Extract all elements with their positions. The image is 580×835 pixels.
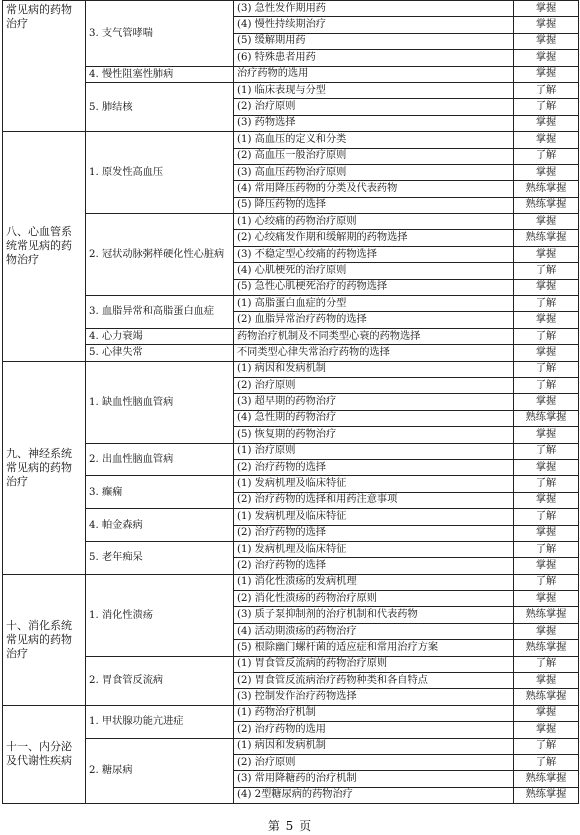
table-row: [3, 574, 579, 590]
unit-name: 5. 肺结核: [86, 82, 234, 131]
unit-name: 5. 心律失常: [86, 345, 234, 361]
requirement-level: 掌握: [514, 673, 579, 689]
unit-name: 1. 消化性溃疡: [86, 574, 234, 656]
topic-text: 治疗药物的选用: [234, 66, 514, 82]
requirement-level: 了解: [514, 443, 579, 459]
requirement-level: 了解: [514, 263, 579, 279]
requirement-level: 掌握: [514, 17, 579, 33]
topic-text: (1) 心绞痛的药物治疗原则: [234, 214, 514, 230]
requirement-level: 掌握: [514, 394, 579, 410]
topic-text: (4) 常用降压药物的分类及代表药物: [234, 181, 514, 197]
requirement-level: 了解: [514, 361, 579, 377]
topic-text: (2) 心绞痛发作期和缓解期的药物选择: [234, 230, 514, 246]
table-row: [3, 509, 579, 525]
table-row: [3, 705, 579, 721]
topic-text: (4) 2型糖尿病的药物治疗: [234, 787, 514, 803]
requirement-level: 熟练掌握: [514, 230, 579, 246]
topic-text: (2) 消化性溃疡的药物治疗原则: [234, 591, 514, 607]
requirement-level: 掌握: [514, 164, 579, 180]
table-row: [3, 132, 579, 148]
unit-name: 1. 原发性高血压: [86, 132, 234, 214]
requirement-level: 掌握: [514, 312, 579, 328]
topic-text: (2) 高血压一般治疗原则: [234, 148, 514, 164]
requirement-level: 了解: [514, 574, 579, 590]
topic-text: (2) 血脂异常治疗药物的选择: [234, 312, 514, 328]
requirement-level: 掌握: [514, 66, 579, 82]
table-row: [3, 214, 579, 230]
unit-name: 2. 胃食管反流病: [86, 656, 234, 705]
unit-name: 2. 出血性脑血管病: [86, 443, 234, 476]
topic-text: (4) 心肌梗死的治疗原则: [234, 263, 514, 279]
topic-text: (1) 治疗原则: [234, 443, 514, 459]
topic-text: (2) 治疗药物的选择和用药注意事项: [234, 492, 514, 508]
topic-text: (1) 胃食管反流病的药物治疗原则: [234, 656, 514, 672]
requirement-level: 掌握: [514, 705, 579, 721]
requirement-level: 了解: [514, 656, 579, 672]
requirement-level: 了解: [514, 296, 579, 312]
requirement-level: 掌握: [514, 33, 579, 49]
topic-text: (2) 治疗药物的选择: [234, 459, 514, 475]
topic-text: (2) 治疗药物的选择: [234, 558, 514, 574]
topic-text: (3) 超早期的药物治疗: [234, 394, 514, 410]
unit-name: 4. 慢性阻塞性肺病: [86, 66, 234, 82]
topic-text: (5) 缓解期用药: [234, 33, 514, 49]
topic-text: (3) 药物选择: [234, 115, 514, 131]
unit-name: 3. 支气管哮喘: [86, 1, 234, 67]
requirement-level: 掌握: [514, 525, 579, 541]
topic-text: 药物治疗机制及不同类型心衰的药物选择: [234, 328, 514, 344]
table-row: [3, 328, 579, 344]
section-title: 十、消化系统常见病的药物治疗: [3, 574, 86, 705]
table-row: [3, 82, 579, 98]
topic-text: (5) 根除幽门螺杆菌的适应症和常用治疗方案: [234, 640, 514, 656]
unit-name: 5. 老年痴呆: [86, 541, 234, 574]
table-row: [3, 66, 579, 82]
table-row: [3, 296, 579, 312]
requirement-level: 了解: [514, 541, 579, 557]
syllabus-table-body: [3, 1, 579, 804]
topic-text: (2) 胃食管反流病治疗药物种类和各自特点: [234, 673, 514, 689]
topic-text: (3) 控制发作治疗药物选择: [234, 689, 514, 705]
table-row: [3, 345, 579, 361]
topic-text: (6) 特殊患者用药: [234, 50, 514, 66]
topic-text: (1) 临床表现与分型: [234, 82, 514, 98]
table-row: [3, 541, 579, 557]
table-row: [3, 738, 579, 754]
topic-text: (3) 常用降糖药的治疗机制: [234, 771, 514, 787]
topic-text: (4) 急性期的药物治疗: [234, 410, 514, 426]
requirement-level: 熟练掌握: [514, 640, 579, 656]
requirement-level: 熟练掌握: [514, 410, 579, 426]
unit-name: 4. 帕金森病: [86, 509, 234, 542]
requirement-level: 了解: [514, 754, 579, 770]
requirement-level: 熟练掌握: [514, 689, 579, 705]
section-title: 八、心血管系统常见病的药物治疗: [3, 132, 86, 361]
topic-text: (1) 病因和发病机制: [234, 738, 514, 754]
table-row: [3, 361, 579, 377]
topic-text: (1) 高脂蛋白血症的分型: [234, 296, 514, 312]
topic-text: 不同类型心律失常治疗药物的选择: [234, 345, 514, 361]
section-title: 九、神经系统常见病的药物治疗: [3, 361, 86, 574]
unit-name: 4. 心力衰竭: [86, 328, 234, 344]
topic-text: (4) 慢性持续期治疗: [234, 17, 514, 33]
topic-text: (4) 活动期溃疡的药物治疗: [234, 623, 514, 639]
requirement-level: 熟练掌握: [514, 181, 579, 197]
topic-text: (3) 急性发作期用药: [234, 1, 514, 17]
topic-text: (1) 消化性溃疡的发病机理: [234, 574, 514, 590]
topic-text: (2) 治疗药物的选择: [234, 525, 514, 541]
requirement-level: 了解: [514, 738, 579, 754]
requirement-level: 熟练掌握: [514, 607, 579, 623]
requirement-level: 掌握: [514, 246, 579, 262]
requirement-level: 掌握: [514, 345, 579, 361]
unit-name: 1. 甲状腺功能亢进症: [86, 705, 234, 738]
topic-text: (2) 治疗原则: [234, 99, 514, 115]
topic-text: (1) 发病机理及临床特征: [234, 509, 514, 525]
topic-text: (3) 质子泵抑制剂的治疗机制和代表药物: [234, 607, 514, 623]
requirement-level: 掌握: [514, 132, 579, 148]
requirement-level: 掌握: [514, 1, 579, 17]
requirement-level: 掌握: [514, 492, 579, 508]
table-row: [3, 656, 579, 672]
requirement-level: 掌握: [514, 427, 579, 443]
table-row: [3, 1, 579, 17]
topic-text: (2) 治疗药物的选用: [234, 722, 514, 738]
unit-name: 2. 糖尿病: [86, 738, 234, 804]
requirement-level: 掌握: [514, 50, 579, 66]
topic-text: (5) 降压药物的选择: [234, 197, 514, 213]
unit-name: 1. 缺血性脑血管病: [86, 361, 234, 443]
topic-text: (5) 恢复期的药物治疗: [234, 427, 514, 443]
topic-text: (1) 药物治疗机制: [234, 705, 514, 721]
table-row: [3, 476, 579, 492]
requirement-level: 了解: [514, 509, 579, 525]
section-title: 常见病的药物治疗: [3, 1, 86, 132]
topic-text: (1) 发病机理及临床特征: [234, 476, 514, 492]
topic-text: (2) 治疗原则: [234, 754, 514, 770]
requirement-level: 掌握: [514, 214, 579, 230]
section-title: 十一、内分泌及代谢性疾病: [3, 705, 86, 803]
topic-text: (2) 治疗原则: [234, 377, 514, 393]
topic-text: (1) 高血压的定义和分类: [234, 132, 514, 148]
unit-name: 2. 冠状动脉粥样硬化性心脏病: [86, 214, 234, 296]
page-number: 第 5 页: [267, 819, 313, 833]
requirement-level: 了解: [514, 148, 579, 164]
topic-text: (1) 发病机理及临床特征: [234, 541, 514, 557]
requirement-level: 了解: [514, 328, 579, 344]
requirement-level: 掌握: [514, 623, 579, 639]
requirement-level: 掌握: [514, 115, 579, 131]
requirement-level: 掌握: [514, 722, 579, 738]
topic-text: (3) 高血压药物治疗原则: [234, 164, 514, 180]
topic-text: (1) 病因和发病机制: [234, 361, 514, 377]
requirement-level: 熟练掌握: [514, 771, 579, 787]
syllabus-table: [2, 0, 579, 804]
requirement-level: 了解: [514, 82, 579, 98]
requirement-level: 了解: [514, 99, 579, 115]
requirement-level: 了解: [514, 377, 579, 393]
requirement-level: 熟练掌握: [514, 197, 579, 213]
requirement-level: 掌握: [514, 279, 579, 295]
topic-text: (3) 不稳定型心绞痛的药物选择: [234, 246, 514, 262]
requirement-level: 掌握: [514, 558, 579, 574]
requirement-level: 掌握: [514, 591, 579, 607]
table-row: [3, 443, 579, 459]
topic-text: (5) 急性心肌梗死治疗的药物选择: [234, 279, 514, 295]
requirement-level: 了解: [514, 476, 579, 492]
unit-name: 3. 癫痫: [86, 476, 234, 509]
requirement-level: 熟练掌握: [514, 787, 579, 803]
requirement-level: 掌握: [514, 459, 579, 475]
unit-name: 3. 血脂异常和高脂蛋白血症: [86, 296, 234, 329]
